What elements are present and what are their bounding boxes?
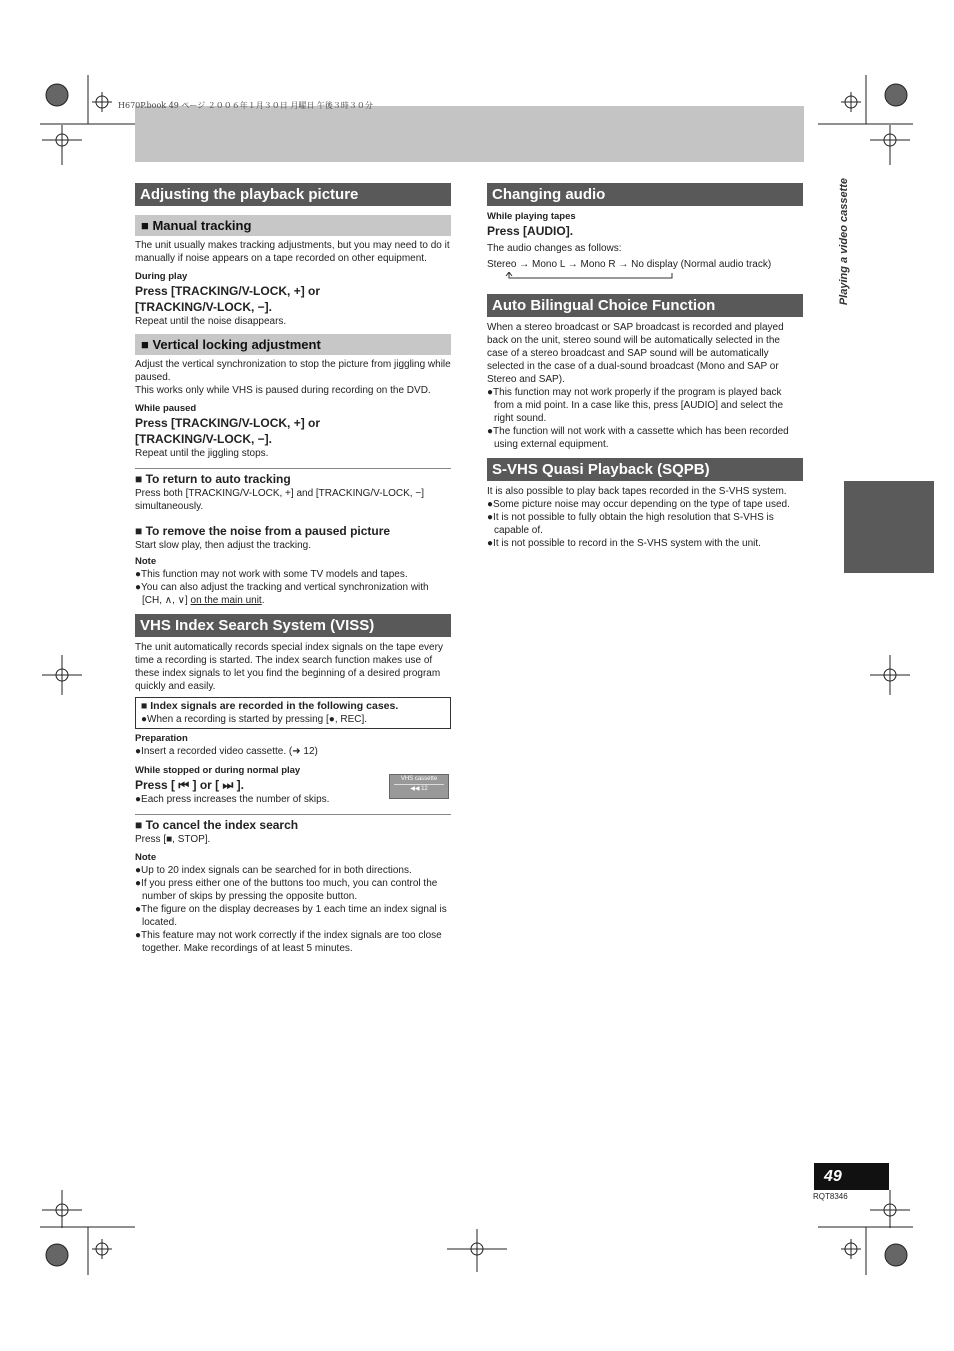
index-signals-box bbox=[135, 697, 451, 729]
note-1: ●This function may not work with some TV models and tapes. bbox=[135, 569, 408, 580]
header-bar bbox=[135, 106, 804, 162]
right-column bbox=[487, 183, 803, 550]
sqpb-title: S-VHS Quasi Playback (SQPB) bbox=[487, 458, 803, 481]
audio-title: Changing audio bbox=[487, 183, 803, 206]
left-column bbox=[135, 183, 451, 955]
note-2-text: ●You can also adjust the tracking and vertical synchronization with [CH, ∧, ∨] bbox=[135, 582, 429, 606]
auto-tracking-title: ■ To return to auto tracking bbox=[135, 468, 451, 487]
sqpb-item-1: ●Some picture noise may occur depending on the type of tape used. bbox=[487, 499, 790, 510]
manual-text: The unit usually makes tracking adjustments, but you may need to do it manually if noise appears on a tape recorded on other equipment. bbox=[135, 240, 450, 264]
repeat-1: Repeat until the noise disappears. bbox=[135, 316, 287, 327]
note-label-2: Note bbox=[135, 852, 157, 863]
viss-title: VHS Index Search System (VISS) bbox=[135, 614, 451, 637]
side-label-text: Playing a video cassette bbox=[838, 178, 850, 306]
sqpb-text: It is also possible to play back tapes recorded in the S-VHS system. bbox=[487, 486, 787, 497]
noise-text: Start slow play, then adjust the tracking. bbox=[135, 540, 312, 551]
note-label-1: Note bbox=[135, 556, 157, 567]
vertical-title: ■ Vertical locking adjustment bbox=[135, 334, 451, 355]
press-skip-item: ●Each press increases the number of skips. bbox=[135, 794, 330, 805]
vertical-text-1: Adjust the vertical synchronization to stop the picture from jiggling while paused. bbox=[135, 359, 451, 383]
bilingual-text: When a stereo broadcast or SAP broadcast is recorded and played back on the unit, stereo sound will be automatically selected in the case of a stereo broadcast and SAP sound will be automatically selected in the case of a dual-sound broadcast (Mono and SAP or Stereo and SAP). bbox=[487, 322, 784, 385]
page-number: 49 bbox=[814, 1163, 889, 1190]
viss-note-3: ●The figure on the display decreases by 1 each time an index signal is located. bbox=[135, 904, 447, 928]
viss-note-2: ●If you press either one of the buttons too much, you can control the number of skips by pressing the opposite button. bbox=[135, 878, 438, 902]
adjusting-title: Adjusting the playback picture bbox=[135, 183, 451, 206]
press-audio: Press [AUDIO]. bbox=[487, 224, 574, 238]
viss-note-1: ●Up to 20 index signals can be searched for in both directions. bbox=[135, 865, 412, 876]
bilingual-title: Auto Bilingual Choice Function bbox=[487, 294, 803, 317]
press-skip: Press [ ⏮ ] or [ ⏭ ]. bbox=[135, 778, 244, 792]
note-2 bbox=[135, 581, 451, 607]
audio-flow: Stereo → Mono L → Mono R → No display (Normal audio track) bbox=[487, 259, 772, 270]
noise-title: ■ To remove the noise from a paused picture bbox=[135, 524, 391, 538]
press-tracking-1b: [TRACKING/V-LOCK, −]. bbox=[135, 300, 272, 314]
press-tracking-2a: Press [TRACKING/V-LOCK, +] or bbox=[135, 416, 321, 430]
preparation-item: ●Insert a recorded video cassette. (➜ 12) bbox=[135, 746, 318, 757]
repeat-2: Repeat until the jiggling stops. bbox=[135, 448, 269, 459]
cancel-title: ■ To cancel the index search bbox=[135, 814, 451, 833]
book-line: H670P.book 49 ページ ２００６年１月３０日 月曜日 午後３時３０分 bbox=[118, 101, 373, 110]
viss-note-4: ●This feature may not work correctly if the index signals are too close together. Make recordings of at least 5 minutes. bbox=[135, 930, 442, 954]
viss-text: The unit automatically records special index signals on the tape every time a recording is started. The index search function makes use of these index signals to let you find the beginning of a desired program quickly and easily. bbox=[135, 642, 443, 692]
press-tracking-1a: Press [TRACKING/V-LOCK, +] or bbox=[135, 284, 321, 298]
note-2-underlined: on the main unit bbox=[190, 595, 262, 606]
sqpb-item-2: ●It is not possible to fully obtain the high resolution that S-VHS is capable of. bbox=[487, 512, 774, 536]
while-paused-label: While paused bbox=[135, 403, 197, 414]
manual-tracking-title: ■ Manual tracking bbox=[135, 215, 451, 236]
vertical-text-2: This works only while VHS is paused during recording on the DVD. bbox=[135, 385, 431, 396]
bilingual-item-1: ●This function may not work properly if the program is played back from a mid point. In a case like this, press [AUDIO] and select the right sound. bbox=[487, 387, 784, 424]
side-label bbox=[838, 178, 852, 308]
index-box-item: ●When a recording is started by pressing [●, REC]. bbox=[141, 714, 368, 725]
during-play-label: During play bbox=[135, 271, 188, 282]
auto-tracking-text: Press both [TRACKING/V-LOCK, +] and [TRACKING/V-LOCK, −] simultaneously. bbox=[135, 488, 424, 512]
index-box-title: ■ Index signals are recorded in the following cases. bbox=[141, 700, 399, 712]
document-code: RQT8346 bbox=[813, 1192, 848, 1201]
note-2-end: . bbox=[261, 595, 265, 606]
audio-while-label: While playing tapes bbox=[487, 211, 576, 222]
press-tracking-2b: [TRACKING/V-LOCK, −]. bbox=[135, 432, 272, 446]
cancel-text: Press [■, STOP]. bbox=[135, 834, 211, 845]
audio-flow-return-arrow bbox=[487, 272, 803, 280]
stopped-label: While stopped or during normal play bbox=[135, 765, 301, 776]
audio-text: The audio changes as follows: bbox=[487, 243, 622, 254]
bilingual-item-2: ●The function will not work with a cassette which has been recorded using external equipment. bbox=[487, 426, 789, 450]
preparation-label: Preparation bbox=[135, 733, 188, 744]
vhs-display-bottom: ◀◀ 12 bbox=[394, 784, 444, 794]
sqpb-item-3: ●It is not possible to record in the S-VHS system with the unit. bbox=[487, 538, 761, 549]
vhs-display bbox=[389, 774, 449, 799]
vhs-display-top: VHS cassette bbox=[400, 776, 438, 782]
side-tab bbox=[844, 481, 934, 573]
